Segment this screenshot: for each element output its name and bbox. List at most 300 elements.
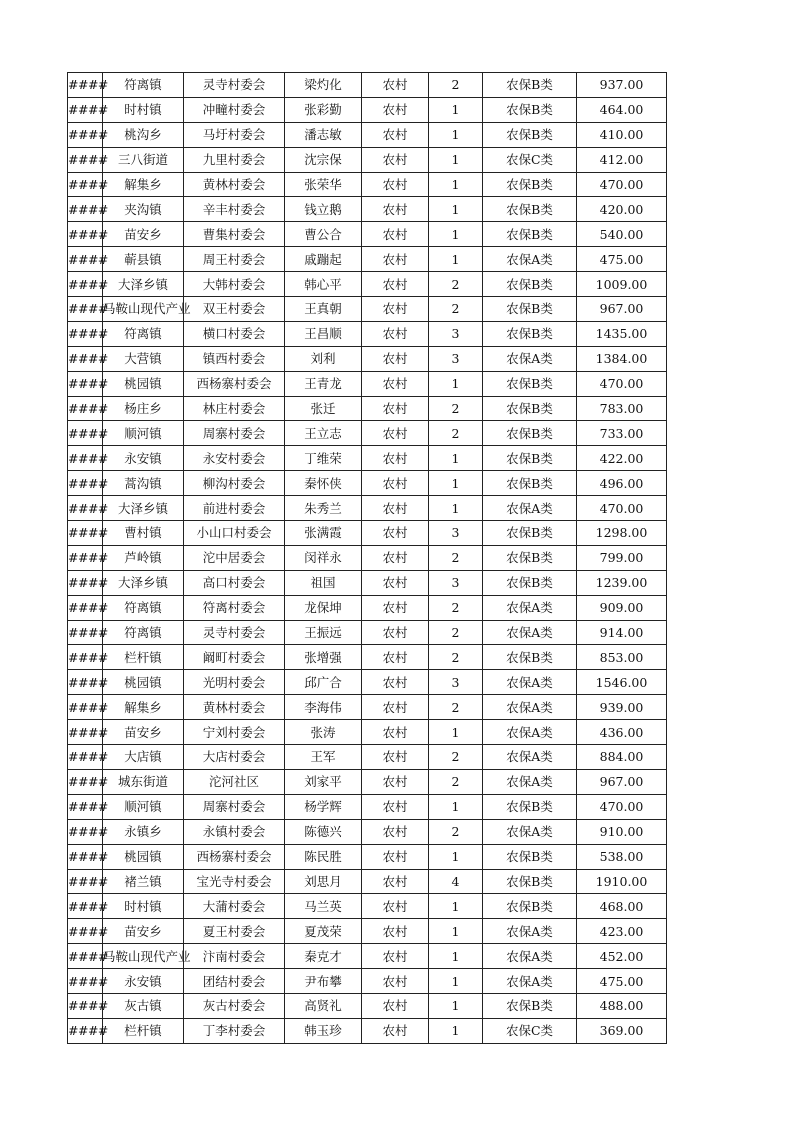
- cell-village: 九里村委会: [184, 147, 285, 172]
- cell-town: 大泽乡镇: [103, 496, 184, 521]
- cell-type: 农村: [362, 97, 429, 122]
- cell-id: ####: [68, 272, 103, 297]
- cell-amount: 468.00: [577, 894, 667, 919]
- cell-amount: 464.00: [577, 97, 667, 122]
- cell-category: 农保B类: [483, 396, 577, 421]
- cell-category: 农保B类: [483, 993, 577, 1018]
- cell-count: 1: [429, 197, 483, 222]
- cell-town: 符离镇: [103, 595, 184, 620]
- cell-category: 农保A类: [483, 695, 577, 720]
- table-row: [68, 297, 667, 322]
- cell-village: 宁刘村委会: [184, 720, 285, 745]
- cell-town: 大营镇: [103, 346, 184, 371]
- cell-village: 双王村委会: [184, 297, 285, 322]
- cell-category: 农保A类: [483, 769, 577, 794]
- cell-village: 团结村委会: [184, 969, 285, 994]
- cell-village: 冲疃村委会: [184, 97, 285, 122]
- cell-id: ####: [68, 321, 103, 346]
- cell-town: 解集乡: [103, 172, 184, 197]
- cell-type: 农村: [362, 1018, 429, 1043]
- cell-type: 农村: [362, 147, 429, 172]
- cell-village: 周寨村委会: [184, 421, 285, 446]
- cell-id: ####: [68, 670, 103, 695]
- table-row: [68, 695, 667, 720]
- cell-id: ####: [68, 222, 103, 247]
- cell-category: 农保B类: [483, 794, 577, 819]
- table-row: [68, 272, 667, 297]
- cell-count: 2: [429, 272, 483, 297]
- cell-town: 城东街道: [103, 769, 184, 794]
- cell-town: 蒿沟镇: [103, 471, 184, 496]
- table-row: [68, 570, 667, 595]
- cell-category: 农保C类: [483, 1018, 577, 1043]
- cell-village: 灵寺村委会: [184, 620, 285, 645]
- cell-type: 农村: [362, 869, 429, 894]
- cell-name: 张满霞: [285, 521, 362, 546]
- table-row: [68, 147, 667, 172]
- cell-type: 农村: [362, 720, 429, 745]
- cell-town: 永安镇: [103, 969, 184, 994]
- cell-count: 3: [429, 321, 483, 346]
- cell-amount: 470.00: [577, 794, 667, 819]
- cell-count: 2: [429, 297, 483, 322]
- table-row: [68, 496, 667, 521]
- cell-id: ####: [68, 97, 103, 122]
- cell-amount: 422.00: [577, 446, 667, 471]
- table-row: [68, 222, 667, 247]
- cell-type: 农村: [362, 695, 429, 720]
- cell-amount: 914.00: [577, 620, 667, 645]
- cell-village: 灰古村委会: [184, 993, 285, 1018]
- cell-category: 农保A类: [483, 969, 577, 994]
- cell-category: 农保B类: [483, 471, 577, 496]
- table-row: [68, 521, 667, 546]
- cell-town: 符离镇: [103, 620, 184, 645]
- cell-village: 沱中居委会: [184, 545, 285, 570]
- cell-id: ####: [68, 172, 103, 197]
- cell-type: 农村: [362, 272, 429, 297]
- cell-town: 永镇乡: [103, 819, 184, 844]
- cell-town: 桃沟乡: [103, 122, 184, 147]
- cell-town: 芦岭镇: [103, 545, 184, 570]
- cell-town: 苗安乡: [103, 222, 184, 247]
- cell-id: ####: [68, 1018, 103, 1043]
- cell-id: ####: [68, 919, 103, 944]
- cell-town: 永安镇: [103, 446, 184, 471]
- cell-name: 梁灼化: [285, 73, 362, 98]
- cell-id: ####: [68, 247, 103, 272]
- cell-category: 农保B类: [483, 894, 577, 919]
- cell-town: 解集乡: [103, 695, 184, 720]
- cell-village: 西杨寨村委会: [184, 844, 285, 869]
- table-row: [68, 122, 667, 147]
- table-row: [68, 595, 667, 620]
- cell-amount: 420.00: [577, 197, 667, 222]
- cell-village: 曹集村委会: [184, 222, 285, 247]
- cell-type: 农村: [362, 570, 429, 595]
- table-row: [68, 346, 667, 371]
- cell-category: 农保B类: [483, 645, 577, 670]
- cell-amount: 412.00: [577, 147, 667, 172]
- cell-name: 闵祥永: [285, 545, 362, 570]
- cell-town: 蕲县镇: [103, 247, 184, 272]
- cell-id: ####: [68, 745, 103, 770]
- table-row: [68, 745, 667, 770]
- cell-amount: 939.00: [577, 695, 667, 720]
- table-row: [68, 919, 667, 944]
- cell-type: 农村: [362, 122, 429, 147]
- cell-name: 王真朝: [285, 297, 362, 322]
- cell-count: 2: [429, 645, 483, 670]
- cell-amount: 496.00: [577, 471, 667, 496]
- cell-name: 沈宗保: [285, 147, 362, 172]
- table-row: [68, 73, 667, 98]
- cell-count: 1: [429, 247, 483, 272]
- cell-town: 苗安乡: [103, 919, 184, 944]
- table-row: [68, 421, 667, 446]
- cell-category: 农保A类: [483, 944, 577, 969]
- cell-name: 刘思月: [285, 869, 362, 894]
- cell-category: 农保A类: [483, 919, 577, 944]
- cell-id: ####: [68, 421, 103, 446]
- cell-name: 杨学辉: [285, 794, 362, 819]
- cell-town: 曹村镇: [103, 521, 184, 546]
- table-row: [68, 894, 667, 919]
- cell-count: 1: [429, 496, 483, 521]
- cell-type: 农村: [362, 919, 429, 944]
- cell-town: 马鞍山现代产业: [103, 944, 184, 969]
- cell-count: 1: [429, 446, 483, 471]
- cell-name: 张涛: [285, 720, 362, 745]
- cell-name: 韩玉珍: [285, 1018, 362, 1043]
- table-row: [68, 844, 667, 869]
- cell-count: 2: [429, 73, 483, 98]
- cell-id: ####: [68, 620, 103, 645]
- cell-name: 王军: [285, 745, 362, 770]
- cell-name: 马兰英: [285, 894, 362, 919]
- cell-town: 时村镇: [103, 97, 184, 122]
- cell-category: 农保A类: [483, 819, 577, 844]
- cell-id: ####: [68, 869, 103, 894]
- cell-category: 农保B类: [483, 844, 577, 869]
- cell-name: 王昌顺: [285, 321, 362, 346]
- cell-name: 秦怀侠: [285, 471, 362, 496]
- cell-name: 陈德兴: [285, 819, 362, 844]
- cell-id: ####: [68, 695, 103, 720]
- cell-village: 永安村委会: [184, 446, 285, 471]
- cell-category: 农保B类: [483, 371, 577, 396]
- cell-id: ####: [68, 396, 103, 421]
- cell-village: 汴南村委会: [184, 944, 285, 969]
- cell-town: 栏杆镇: [103, 1018, 184, 1043]
- cell-name: 曹公合: [285, 222, 362, 247]
- cell-village: 阚町村委会: [184, 645, 285, 670]
- cell-town: 桃园镇: [103, 844, 184, 869]
- cell-village: 马圩村委会: [184, 122, 285, 147]
- cell-count: 3: [429, 521, 483, 546]
- cell-town: 苗安乡: [103, 720, 184, 745]
- cell-amount: 733.00: [577, 421, 667, 446]
- cell-amount: 909.00: [577, 595, 667, 620]
- cell-village: 西杨寨村委会: [184, 371, 285, 396]
- cell-id: ####: [68, 969, 103, 994]
- cell-village: 高口村委会: [184, 570, 285, 595]
- cell-type: 农村: [362, 222, 429, 247]
- cell-count: 1: [429, 993, 483, 1018]
- cell-id: ####: [68, 521, 103, 546]
- cell-village: 大店村委会: [184, 745, 285, 770]
- cell-town: 大店镇: [103, 745, 184, 770]
- cell-id: ####: [68, 570, 103, 595]
- cell-count: 2: [429, 396, 483, 421]
- cell-category: 农保A类: [483, 595, 577, 620]
- table-row: [68, 172, 667, 197]
- cell-amount: 1546.00: [577, 670, 667, 695]
- cell-id: ####: [68, 471, 103, 496]
- cell-village: 沱河社区: [184, 769, 285, 794]
- cell-amount: 910.00: [577, 819, 667, 844]
- cell-category: 农保B类: [483, 421, 577, 446]
- cell-type: 农村: [362, 247, 429, 272]
- cell-town: 大泽乡镇: [103, 272, 184, 297]
- cell-type: 农村: [362, 197, 429, 222]
- cell-count: 1: [429, 97, 483, 122]
- cell-type: 农村: [362, 794, 429, 819]
- table-row: [68, 1018, 667, 1043]
- cell-amount: 540.00: [577, 222, 667, 247]
- cell-count: 2: [429, 695, 483, 720]
- cell-name: 王立志: [285, 421, 362, 446]
- cell-type: 农村: [362, 769, 429, 794]
- cell-type: 农村: [362, 396, 429, 421]
- cell-id: ####: [68, 645, 103, 670]
- cell-village: 前进村委会: [184, 496, 285, 521]
- cell-id: ####: [68, 446, 103, 471]
- cell-amount: 423.00: [577, 919, 667, 944]
- cell-type: 农村: [362, 297, 429, 322]
- table-row: [68, 670, 667, 695]
- cell-village: 宝光寺村委会: [184, 869, 285, 894]
- cell-type: 农村: [362, 670, 429, 695]
- cell-category: 农保A类: [483, 670, 577, 695]
- cell-type: 农村: [362, 446, 429, 471]
- cell-village: 周寨村委会: [184, 794, 285, 819]
- cell-type: 农村: [362, 521, 429, 546]
- cell-name: 丁维荣: [285, 446, 362, 471]
- cell-id: ####: [68, 794, 103, 819]
- table-body: [68, 73, 667, 1044]
- cell-id: ####: [68, 944, 103, 969]
- cell-name: 朱秀兰: [285, 496, 362, 521]
- cell-count: 1: [429, 1018, 483, 1043]
- cell-amount: 470.00: [577, 172, 667, 197]
- cell-amount: 538.00: [577, 844, 667, 869]
- cell-village: 光明村委会: [184, 670, 285, 695]
- cell-count: 1: [429, 172, 483, 197]
- cell-category: 农保A类: [483, 496, 577, 521]
- cell-name: 刘家平: [285, 769, 362, 794]
- cell-name: 龙保坤: [285, 595, 362, 620]
- cell-amount: 452.00: [577, 944, 667, 969]
- table-row: [68, 471, 667, 496]
- cell-amount: 488.00: [577, 993, 667, 1018]
- cell-town: 顺河镇: [103, 421, 184, 446]
- cell-amount: 853.00: [577, 645, 667, 670]
- cell-town: 桃园镇: [103, 371, 184, 396]
- cell-category: 农保B类: [483, 521, 577, 546]
- cell-count: 1: [429, 471, 483, 496]
- table-row: [68, 645, 667, 670]
- cell-type: 农村: [362, 620, 429, 645]
- cell-type: 农村: [362, 969, 429, 994]
- cell-count: 2: [429, 819, 483, 844]
- cell-town: 栏杆镇: [103, 645, 184, 670]
- cell-count: 1: [429, 371, 483, 396]
- cell-count: 1: [429, 794, 483, 819]
- cell-category: 农保B类: [483, 97, 577, 122]
- cell-id: ####: [68, 720, 103, 745]
- cell-id: ####: [68, 595, 103, 620]
- cell-name: 高贤礼: [285, 993, 362, 1018]
- cell-count: 1: [429, 894, 483, 919]
- cell-amount: 1435.00: [577, 321, 667, 346]
- cell-category: 农保B类: [483, 197, 577, 222]
- cell-town: 褚兰镇: [103, 869, 184, 894]
- cell-town: 杨庄乡: [103, 396, 184, 421]
- cell-id: ####: [68, 297, 103, 322]
- cell-amount: 1910.00: [577, 869, 667, 894]
- cell-name: 夏茂荣: [285, 919, 362, 944]
- table-row: [68, 396, 667, 421]
- cell-category: 农保B类: [483, 297, 577, 322]
- cell-type: 农村: [362, 172, 429, 197]
- cell-amount: 937.00: [577, 73, 667, 98]
- cell-town: 三八街道: [103, 147, 184, 172]
- cell-id: ####: [68, 894, 103, 919]
- cell-count: 2: [429, 620, 483, 645]
- table-row: [68, 321, 667, 346]
- cell-category: 农保B类: [483, 545, 577, 570]
- cell-type: 农村: [362, 993, 429, 1018]
- cell-category: 农保B类: [483, 122, 577, 147]
- cell-amount: 470.00: [577, 371, 667, 396]
- cell-name: 张增强: [285, 645, 362, 670]
- cell-count: 1: [429, 147, 483, 172]
- cell-village: 夏王村委会: [184, 919, 285, 944]
- cell-name: 陈民胜: [285, 844, 362, 869]
- cell-village: 柳沟村委会: [184, 471, 285, 496]
- cell-amount: 436.00: [577, 720, 667, 745]
- cell-amount: 470.00: [577, 496, 667, 521]
- cell-village: 黄林村委会: [184, 695, 285, 720]
- cell-name: 刘利: [285, 346, 362, 371]
- cell-village: 灵寺村委会: [184, 73, 285, 98]
- cell-name: 张迁: [285, 396, 362, 421]
- table-row: [68, 993, 667, 1018]
- table-row: [68, 869, 667, 894]
- cell-count: 1: [429, 944, 483, 969]
- cell-count: 1: [429, 720, 483, 745]
- cell-count: 1: [429, 969, 483, 994]
- cell-type: 农村: [362, 595, 429, 620]
- cell-category: 农保B类: [483, 172, 577, 197]
- cell-name: 潘志敏: [285, 122, 362, 147]
- cell-category: 农保B类: [483, 321, 577, 346]
- cell-category: 农保B类: [483, 869, 577, 894]
- cell-town: 符离镇: [103, 321, 184, 346]
- cell-name: 王青龙: [285, 371, 362, 396]
- cell-amount: 1384.00: [577, 346, 667, 371]
- cell-type: 农村: [362, 421, 429, 446]
- table-row: [68, 794, 667, 819]
- cell-town: 夹沟镇: [103, 197, 184, 222]
- cell-count: 2: [429, 745, 483, 770]
- cell-id: ####: [68, 371, 103, 396]
- cell-amount: 1298.00: [577, 521, 667, 546]
- cell-count: 3: [429, 670, 483, 695]
- table-row: [68, 720, 667, 745]
- cell-category: 农保A类: [483, 346, 577, 371]
- cell-id: ####: [68, 197, 103, 222]
- cell-town: 马鞍山现代产业: [103, 297, 184, 322]
- cell-type: 农村: [362, 819, 429, 844]
- cell-id: ####: [68, 769, 103, 794]
- cell-id: ####: [68, 73, 103, 98]
- cell-amount: 884.00: [577, 745, 667, 770]
- cell-category: 农保A类: [483, 247, 577, 272]
- cell-amount: 967.00: [577, 769, 667, 794]
- cell-count: 2: [429, 595, 483, 620]
- cell-id: ####: [68, 147, 103, 172]
- cell-id: ####: [68, 844, 103, 869]
- cell-type: 农村: [362, 745, 429, 770]
- table-row: [68, 97, 667, 122]
- data-table: [67, 72, 667, 1044]
- cell-count: 2: [429, 421, 483, 446]
- cell-count: 2: [429, 769, 483, 794]
- cell-name: 戚蹦起: [285, 247, 362, 272]
- cell-category: 农保B类: [483, 222, 577, 247]
- cell-town: 符离镇: [103, 73, 184, 98]
- cell-id: ####: [68, 122, 103, 147]
- cell-village: 丁李村委会: [184, 1018, 285, 1043]
- cell-count: 3: [429, 570, 483, 595]
- cell-category: 农保B类: [483, 570, 577, 595]
- cell-name: 邱广合: [285, 670, 362, 695]
- table-row: [68, 371, 667, 396]
- cell-name: 韩心平: [285, 272, 362, 297]
- cell-count: 1: [429, 919, 483, 944]
- cell-name: 李海伟: [285, 695, 362, 720]
- cell-amount: 369.00: [577, 1018, 667, 1043]
- cell-type: 农村: [362, 73, 429, 98]
- cell-village: 大韩村委会: [184, 272, 285, 297]
- cell-amount: 475.00: [577, 969, 667, 994]
- cell-village: 大蒲村委会: [184, 894, 285, 919]
- cell-name: 张彩勤: [285, 97, 362, 122]
- cell-name: 王振远: [285, 620, 362, 645]
- cell-name: 张荣华: [285, 172, 362, 197]
- cell-id: ####: [68, 545, 103, 570]
- cell-category: 农保C类: [483, 147, 577, 172]
- cell-count: 1: [429, 222, 483, 247]
- cell-category: 农保A类: [483, 620, 577, 645]
- cell-type: 农村: [362, 894, 429, 919]
- cell-type: 农村: [362, 645, 429, 670]
- cell-type: 农村: [362, 346, 429, 371]
- table-row: [68, 247, 667, 272]
- table-row: [68, 446, 667, 471]
